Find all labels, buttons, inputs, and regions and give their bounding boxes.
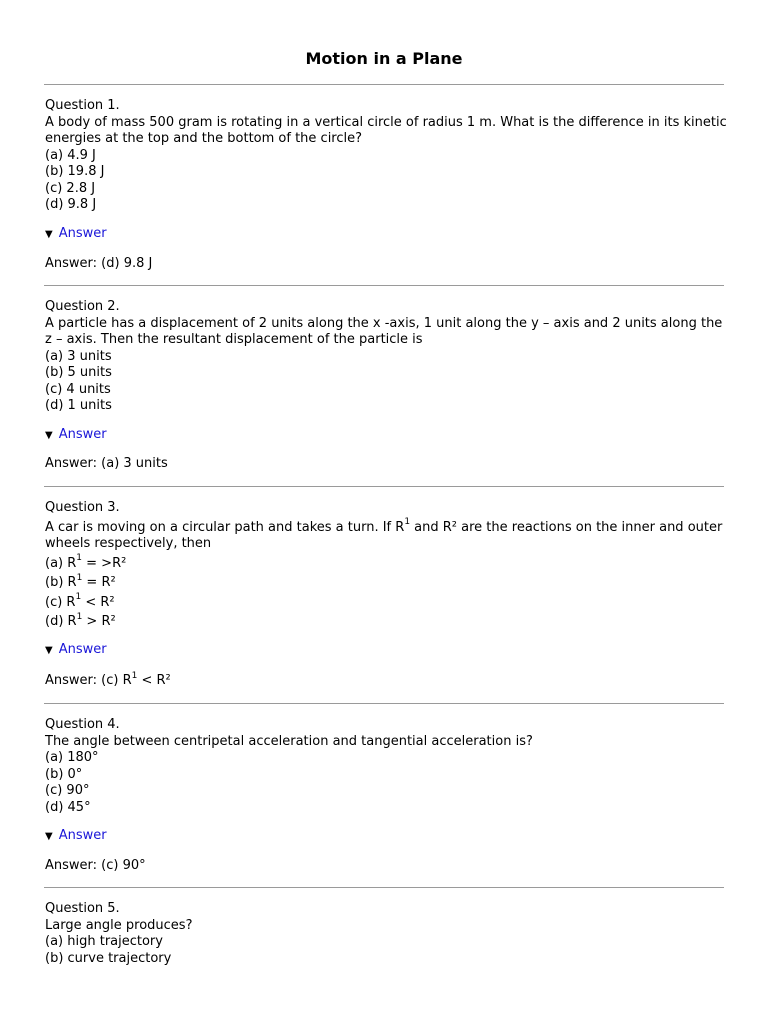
option-d: (d) $R^1 > R^2$ bbox=[45, 611, 116, 629]
option-a: (a) 4.9 J bbox=[45, 147, 96, 163]
question-text: The angle between centripetal acceleration and tangential acceleration is? bbox=[45, 733, 533, 749]
divider bbox=[44, 703, 724, 704]
option-c: (c) 2.8 J bbox=[45, 180, 96, 196]
divider bbox=[44, 84, 724, 85]
disclosure-triangle-icon: ▼ bbox=[45, 430, 53, 441]
option-c: (c) 4 units bbox=[45, 381, 111, 397]
question-5 bbox=[45, 901, 730, 967]
option-d: (d) 1 units bbox=[45, 398, 112, 413]
question-text: Large angle produces? bbox=[45, 917, 193, 933]
option-a: (a) 3 units bbox=[45, 348, 112, 364]
question-text bbox=[45, 517, 730, 553]
divider bbox=[44, 285, 724, 286]
answer-toggle-3[interactable] bbox=[45, 642, 107, 659]
answer-text-3: Answer: (c) $R^1 < R^2$ bbox=[45, 670, 171, 688]
disclosure-triangle-icon: ▼ bbox=[45, 229, 53, 240]
question-4 bbox=[45, 717, 730, 816]
option-c: (c) 90° bbox=[45, 783, 90, 798]
question-label: Question 4. bbox=[45, 717, 120, 732]
divider bbox=[44, 486, 724, 487]
question-label: Question 3. bbox=[45, 500, 120, 515]
answer-text-1: Answer: (d) 9.8 J bbox=[45, 256, 153, 271]
disclosure-triangle-icon: ▼ bbox=[45, 645, 53, 656]
disclosure-triangle-icon: ▼ bbox=[45, 831, 53, 842]
option-a: (a) $R^1 = >R^2$ bbox=[45, 553, 127, 571]
option-b: (b) 19.8 J bbox=[45, 164, 105, 179]
divider bbox=[44, 887, 724, 888]
option-d: (d) 9.8 J bbox=[45, 197, 97, 212]
question-text: A particle has a displacement of 2 units along the x -axis, 1 unit along the y – axis and 2 units along the z – axis. Then the resultant displacement of the particle is bbox=[45, 315, 723, 347]
question-text-part: and R² are the reactions on the inner and outer wheels respectively, then bbox=[45, 519, 723, 551]
option-a: (a) 180° bbox=[45, 750, 99, 765]
question-text-part: A car is moving on a circular path and takes a turn. If R bbox=[45, 519, 405, 535]
page-title: Motion in a Plane bbox=[305, 49, 463, 68]
option-b: (b) $R^1 = R^2$ bbox=[45, 572, 116, 590]
question-text: A body of mass 500 gram is rotating in a vertical circle of radius 1 m. What is the difference in its kinetic energies at the top and the bottom of the circle? bbox=[45, 114, 727, 146]
answer-toggle-1[interactable] bbox=[45, 226, 107, 243]
superscript: 1 bbox=[404, 517, 411, 528]
question-1 bbox=[45, 98, 730, 214]
answer-toggle-2[interactable] bbox=[45, 427, 107, 444]
answer-link[interactable]: Answer bbox=[58, 642, 107, 657]
option-b: (b) curve trajectory bbox=[45, 950, 172, 966]
option-d: (d) 45° bbox=[45, 799, 91, 815]
question-label: Question 2. bbox=[45, 299, 120, 314]
option-b: (b) 0° bbox=[45, 766, 83, 782]
question-2 bbox=[45, 299, 730, 415]
question-label: Question 1. bbox=[45, 98, 120, 113]
option-c: (c) $R^1 < R^2$ bbox=[45, 592, 115, 610]
answer-text-2: Answer: (a) 3 units bbox=[45, 456, 168, 471]
answer-toggle-4[interactable] bbox=[45, 828, 107, 845]
answer-link[interactable]: Answer bbox=[58, 828, 107, 843]
option-b: (b) 5 units bbox=[45, 365, 112, 380]
question-3 bbox=[45, 500, 730, 631]
answer-link[interactable]: Answer bbox=[58, 226, 107, 241]
answer-text-4: Answer: (c) 90° bbox=[45, 858, 146, 873]
answer-link[interactable]: Answer bbox=[58, 427, 107, 442]
question-label: Question 5. bbox=[45, 901, 120, 916]
option-a: (a) high trajectory bbox=[45, 934, 163, 949]
